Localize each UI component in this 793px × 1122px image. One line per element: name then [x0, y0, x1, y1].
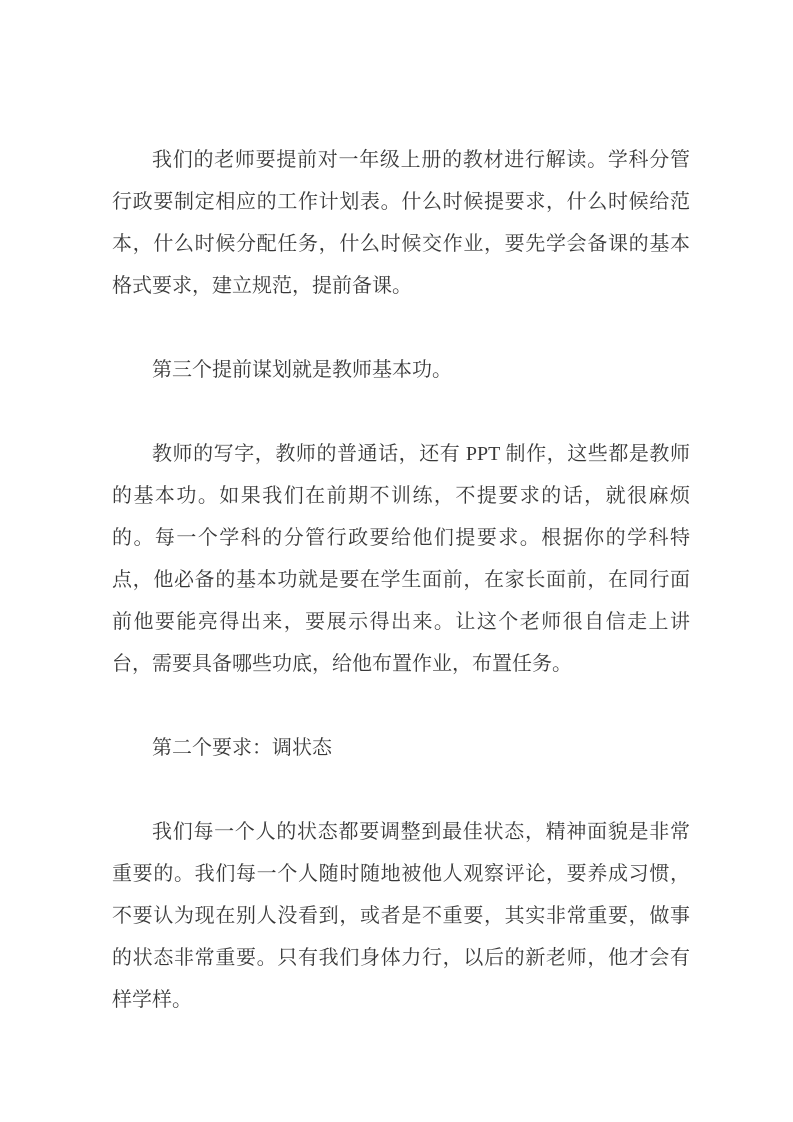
paragraph: 教师的写字，教师的普通话，还有 PPT 制作，这些都是教师的基本功。如果我们在前期不训练，不提要求的话，就很麻烦的。每一个学科的分管行政要给他们提要求。根据你的学科特点，他必备的基本功就是要在学生面前，在家长面前，在同行面前他要能亮得出来，要展示得出来。让这个老师很自信走上讲台，需要具备哪些功底，给他布置作业，布置任务。: [112, 443, 690, 675]
text-body: [112, 139, 690, 1021]
paragraph: 第二个要求：调状态: [152, 737, 332, 759]
paragraph: 我们每一个人的状态都要调整到最佳状态，精神面貌是非常重要的。我们每一个人随时随地被他人观察评论，要养成习惯，不要认为现在别人没看到，或者是不重要，其实非常重要，做事的状态非常重要。只有我们身体力行，以后的新老师，他才会有样学样。: [112, 821, 690, 1011]
paragraph: 第三个提前谋划就是教师基本功。: [152, 359, 452, 381]
paragraph: 我们的老师要提前对一年级上册的教材进行解读。学科分管行政要制定相应的工作计划表。什么时候提要求，什么时候给范本，什么时候分配任务，什么时候交作业，要先学会备课的基本格式要求，建立规范，提前备课。: [112, 149, 690, 297]
